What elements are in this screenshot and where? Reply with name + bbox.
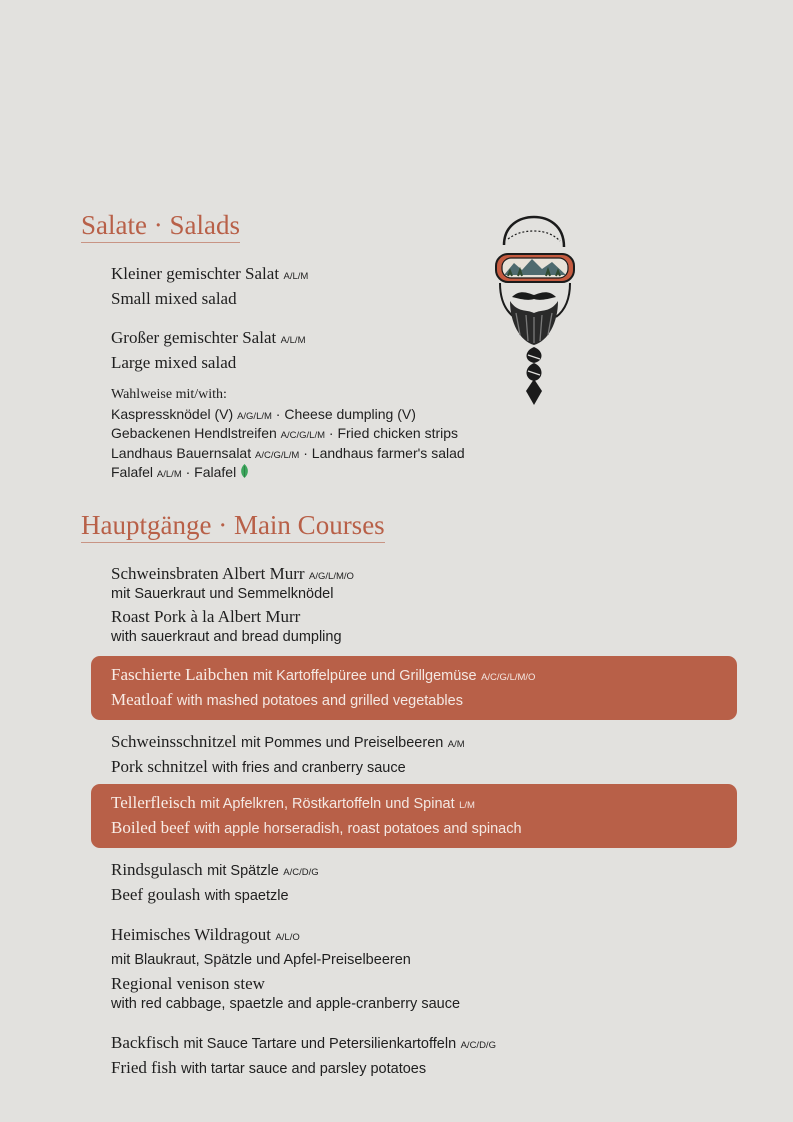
dish-name-en: Large mixed salad [111,352,237,372]
option-item: Gebackenen Hendlstreifen A/C/G/L/M · Fried chicken strips [111,425,459,441]
allergen-code: A/G/L/M/O [309,571,354,582]
allergen-code: A/C/G/L/M/O [481,672,536,683]
dish-desc-en: with fries and cranberry sauce [212,759,406,776]
dish-name-en: Small mixed salad [111,288,237,308]
dish-name-en: Beef goulash [111,884,201,904]
dish-desc-de: mit Sauerkraut und Semmelknödel [111,586,334,602]
menu-item-large-salad [111,326,305,375]
dish-name-en: Fried fish [111,1057,177,1077]
dish-name-en: Meatloaf [111,689,173,709]
dish-desc-en: with tartar sauce and parsley potatoes [181,1060,427,1077]
option-item: Falafel A/L/M · Falafel [111,463,465,483]
allergen-code: A/L/O [275,932,300,943]
dish-name-en: Pork schnitzel [111,756,208,776]
dish-desc-en: with apple horseradish, roast potatoes and spinach [194,820,522,837]
dish-desc-de: mit Apfelkren, Röstkartoffeln und Spinat [200,796,455,812]
allergen-code: A/L/M [280,335,306,346]
allergen-code: A/C/D/G [283,867,319,878]
dish-name-de: Schweinsbraten Albert Murr [111,564,305,583]
allergen-code: A/C/D/G [460,1040,496,1051]
dish-desc-de: mit Kartoffelpüree und Grillgemüse [252,668,477,684]
section-title-salads: Salate · Salads [81,208,240,243]
menu-item-backfisch [111,1031,496,1080]
dish-desc-de: mit Pommes und Preiselbeeren [241,735,444,751]
dish-desc-en: with sauerkraut and bread dumpling [111,629,342,645]
dish-name-en: Regional venison stew [111,974,265,993]
options-label: Wahlweise mit/with: [111,387,227,402]
option-item: Kaspressknödel (V) A/G/L/M · Cheese dumpling (V) [111,405,416,422]
dish-name-de: Großer gemischter Salat [111,328,277,347]
dish-name-de: Schweinsschnitzel [111,732,237,751]
menu-item-faschierte-laibchen-highlight [91,656,737,720]
option-item: Landhaus Bauernsalat A/C/G/L/M · Landhaus farmer's salad [111,444,465,461]
dish-desc-de: mit Sauce Tartare und Petersilienkartoffeln [183,1036,457,1052]
allergen-code: A/L/M [283,271,309,282]
dish-name-en: Boiled beef [111,817,190,837]
dish-desc-en: with mashed potatoes and grilled vegetables [176,692,463,709]
dish-name-de: Heimisches Wildragout [111,925,271,944]
dish-desc-de: mit Spätzle [207,863,279,879]
allergen-code: L/M [459,800,475,811]
dish-name-de: Kleiner gemischter Salat [111,264,280,283]
dish-desc-de: mit Blaukraut, Spätzle und Apfel-Preiselbeeren [111,952,411,968]
allergen-code: A/M [447,739,465,750]
dish-name-de: Rindsgulasch [111,860,203,879]
dish-name-de: Faschierte Laibchen [111,665,249,684]
leaf-icon [240,464,249,484]
salad-options [111,385,465,483]
menu-item-schweinsbraten [111,564,354,647]
menu-item-schweinsschnitzel [111,730,465,779]
section-title-main-courses: Hauptgänge · Main Courses [81,508,385,543]
menu-item-small-salad [111,262,308,311]
dish-name-de: Backfisch [111,1033,179,1052]
dish-name-de: Tellerfleisch [111,793,196,812]
menu-item-wildragout [111,923,460,1014]
bearded-skier-goggles-logo [490,213,578,408]
dish-desc-en: with spaetzle [204,887,289,904]
menu-item-tellerfleisch-highlight [91,784,737,848]
dish-desc-en: with red cabbage, spaetzle and apple-cranberry sauce [111,996,461,1012]
menu-item-rindsgulasch [111,858,319,907]
dish-name-en: Roast Pork à la Albert Murr [111,607,301,626]
